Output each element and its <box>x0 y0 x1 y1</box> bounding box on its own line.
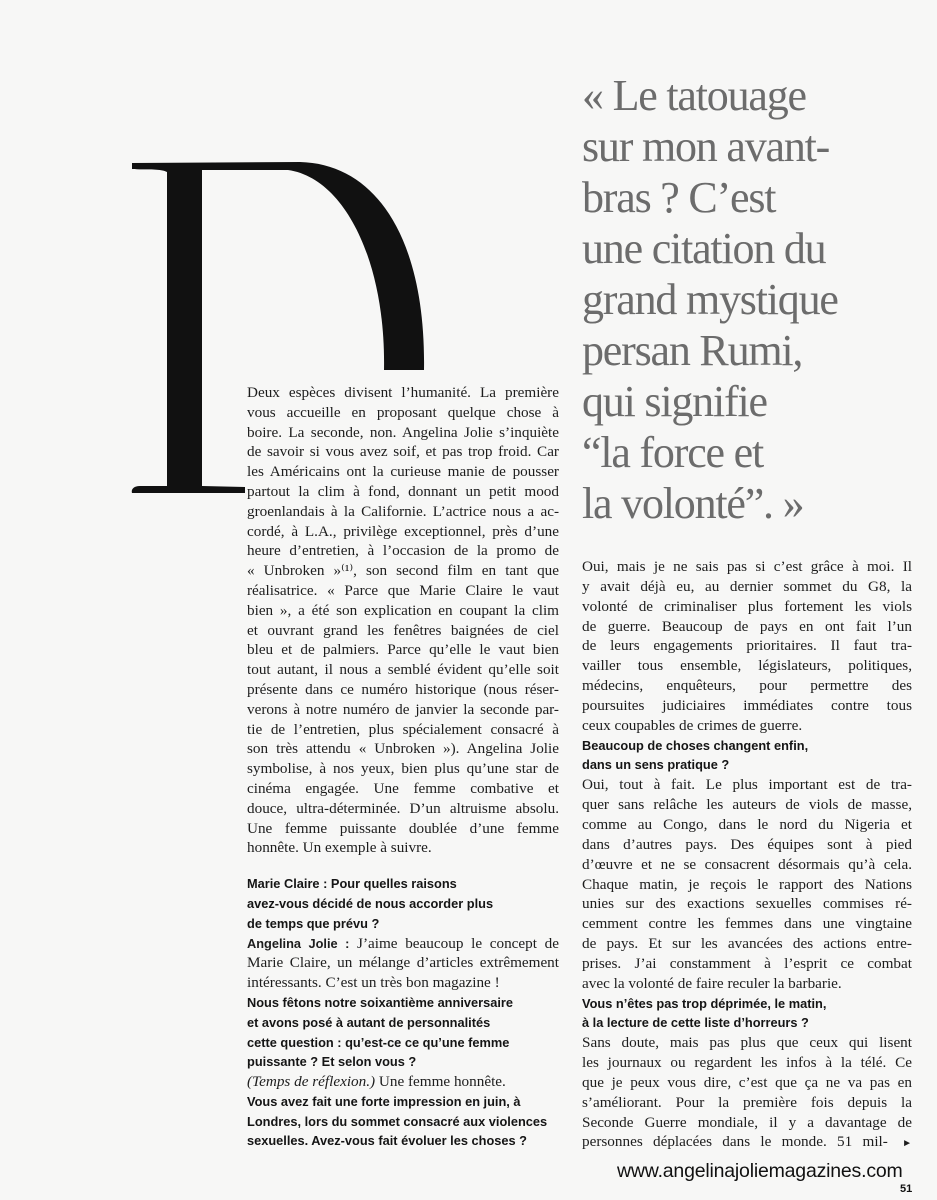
interview-answer <box>247 1072 559 1092</box>
body-line: bleu et de palmiers. Parce qu’elle le vaut bien <box>247 641 559 659</box>
body-line: comme au Congo, dans le nord du Nigeria et <box>582 815 912 833</box>
body-line: volonté de criminaliser plus fortement les viols <box>582 597 912 615</box>
body-line: intéressants. C’est un très bon magazine ! <box>247 974 500 992</box>
interview-question <box>582 736 912 776</box>
body-line: partout la clim à fond, donnant un petit mood <box>247 482 559 500</box>
body-line: que je peux vous dire, c’est que ça ne va pas en <box>582 1073 912 1091</box>
pull-quote-line: une citation du <box>582 224 826 273</box>
pull-quote-line: qui signifie <box>582 377 767 426</box>
body-line: s’améliorant. Pour la première fois depuis la <box>582 1093 912 1111</box>
pull-quote-line: persan Rumi, <box>582 326 803 375</box>
body-text: personnes déplacées dans le monde. 51 mil- <box>582 1133 888 1151</box>
body-line: cemment contre les femmes dans une vingtaine <box>582 915 912 933</box>
interview-question <box>247 993 559 1072</box>
question-line: cette question : qu’est-ce ce qu’une femme <box>247 1034 510 1050</box>
pull-quote <box>582 70 927 529</box>
body-line: vous accueille en proposant quelque chose à <box>247 403 559 421</box>
body-line: Chaque matin, je reçois le rapport des Nations <box>582 875 912 893</box>
body-line: quer sans relâche les auteurs de viols de masse, <box>582 796 912 814</box>
body-line: réalisatrice. « Parce que Marie Claire le vaut <box>247 581 559 599</box>
body-paragraph <box>582 557 912 736</box>
body-line: boire. La seconde, non. Angelina Jolie s’inquiète <box>247 423 559 441</box>
body-paragraph <box>582 1033 912 1152</box>
question-line: Nous fêtons notre soixantième anniversaire <box>247 994 513 1010</box>
interview-question <box>247 1092 559 1151</box>
body-line: heure d’entretien, à l’occasion de la promo de <box>247 542 559 560</box>
pull-quote-line: sur mon avant- <box>582 122 830 171</box>
body-line: de pays. Et sur les avancées des actions entre- <box>582 935 912 953</box>
body-line: les journaux ou regardent les infos à la télé. Ce <box>582 1054 912 1072</box>
body-line: bien », a été son explication en coupant la clim <box>247 601 559 619</box>
question-line: Beaucoup de choses changent enfin, <box>582 737 809 753</box>
body-line: groenlandais à la Californie. L’actrice nous a ac- <box>247 502 559 520</box>
body-line: Oui, mais je ne sais pas si c’est grâce à moi. Il <box>582 558 912 575</box>
answer-line <box>247 934 559 954</box>
watermark-url: www.angelinajoliemagazines.com <box>617 1160 903 1182</box>
body-line: tout autant, il nous a semblé évident qu’elle soit <box>247 661 559 679</box>
pull-quote-line: grand mystique <box>582 275 838 324</box>
speaker-label: Angelina Jolie : <box>247 935 350 951</box>
question-line: Vous n’êtes pas trop déprimée, le matin, <box>582 995 827 1011</box>
body-line: y avait déjà eu, au dernier sommet du G8, la <box>582 577 912 595</box>
body-line: son très attendu « Unbroken »). Angelina Jolie <box>247 740 559 758</box>
interview-answer <box>247 934 559 993</box>
body-line: verons à notre numéro de janvier la seconde par- <box>247 700 559 718</box>
left-column <box>247 383 559 1151</box>
answer-line <box>247 1072 559 1092</box>
question-line: Londres, lors du sommet consacré aux violences <box>247 1113 548 1129</box>
body-line: cordé, à L.A., privilège exceptionnel, près d’une <box>247 522 559 540</box>
body-line: « Unbroken »⁽¹⁾, son second film en tant que <box>247 562 559 580</box>
answer-text: J’aime beaucoup le concept de <box>357 934 559 952</box>
stage-direction: (Temps de réflexion.) <box>247 1073 376 1091</box>
question-line: Vous avez fait une forte impression en juin, à <box>247 1093 521 1109</box>
pull-quote-line: « Le tatouage <box>582 71 806 120</box>
body-line: d’œuvre et ne se consacrent désormais qu’à cela. <box>582 855 912 873</box>
body-line: Seconde Guerre mondiale, il y a davantage de <box>582 1113 912 1131</box>
body-line: Sans doute, mais pas plus que ceux qui lisent <box>582 1034 912 1052</box>
body-line: prises. J’ai constamment à l’esprit ce combat <box>582 954 912 972</box>
triangle-right-icon: ► <box>902 1138 913 1150</box>
body-line: Une femme puissante doublée d’une femme <box>247 819 559 837</box>
body-line: ceux coupables de crimes de guerre. <box>582 716 803 734</box>
body-line: unies sur des exactions sexuelles commises ré- <box>582 895 912 913</box>
body-line <box>582 1132 912 1152</box>
body-line: symbolise, à nos yeux, bien plus qu’une star de <box>247 760 559 778</box>
interview-question <box>582 994 912 1034</box>
question-line: de temps que prévu ? <box>247 915 380 931</box>
question-line: et avons posé à autant de personnalités <box>247 1014 491 1030</box>
body-line: les Américains ont la curieuse manie de pousser <box>247 463 559 481</box>
interview-question <box>247 874 559 933</box>
page-number: 51 <box>900 1183 913 1195</box>
body-line: présente dans ce numéro historique (nous réser- <box>247 680 559 698</box>
body-line: de guerre. Beaucoup de pays en ont fait l’un <box>582 617 912 635</box>
body-line: Oui, tout à fait. Le plus important est de tra- <box>582 776 912 794</box>
pull-quote-line: bras ? C’est <box>582 173 776 222</box>
body-line: avec la volonté de faire reculer la barbarie. <box>582 974 842 992</box>
body-line: Marie Claire, un mélange d’articles extrêmement <box>247 954 559 972</box>
body-line: de savoir si vous avez soif, et pas trop froid. Car <box>247 443 559 461</box>
question-line: puissante ? Et selon vous ? <box>247 1054 417 1070</box>
question-line: dans un sens pratique ? <box>582 757 730 773</box>
body-line: dans d’autres pays. Des équipes sont à pied <box>582 835 912 853</box>
question-line: avez-vous décidé de nous accorder plus <box>247 895 494 911</box>
question-line: sexuelles. Avez-vous fait évoluer les choses ? <box>247 1133 527 1149</box>
body-line: honnête. Un exemple à suivre. <box>247 839 432 857</box>
question-line: à la lecture de cette liste d’horreurs ? <box>582 1015 809 1031</box>
body-paragraph <box>582 775 912 993</box>
body-line: vailler tous ensemble, législateurs, politiques, <box>582 657 912 675</box>
body-line: et ouvrant grand les fenêtres baignées de ciel <box>247 621 559 639</box>
body-line: poursuites judiciaires immédiates contre tous <box>582 696 912 714</box>
right-column <box>582 557 912 1152</box>
question-line: Marie Claire : Pour quelles raisons <box>247 876 457 892</box>
body-line: de leurs engagements prioritaires. Il faut tra- <box>582 637 912 655</box>
body-line: médecins, enquêteurs, pour permettre des <box>582 677 912 695</box>
body-line: Deux espèces divisent l’humanité. La première <box>247 384 559 401</box>
body-paragraph <box>247 383 559 858</box>
answer-text: Une femme honnête. <box>375 1073 506 1091</box>
body-line: tie de l’entretien, plus spécialement consacré à <box>247 720 559 738</box>
pull-quote-line: “la force et <box>582 428 764 477</box>
pull-quote-line: la volonté”. » <box>582 479 804 528</box>
body-line: douce, ultra-déterminée. D’un altruisme absolu. <box>247 799 559 817</box>
body-line: cinéma engagée. Une femme combative et <box>247 779 559 797</box>
paragraph-gap <box>247 858 559 874</box>
